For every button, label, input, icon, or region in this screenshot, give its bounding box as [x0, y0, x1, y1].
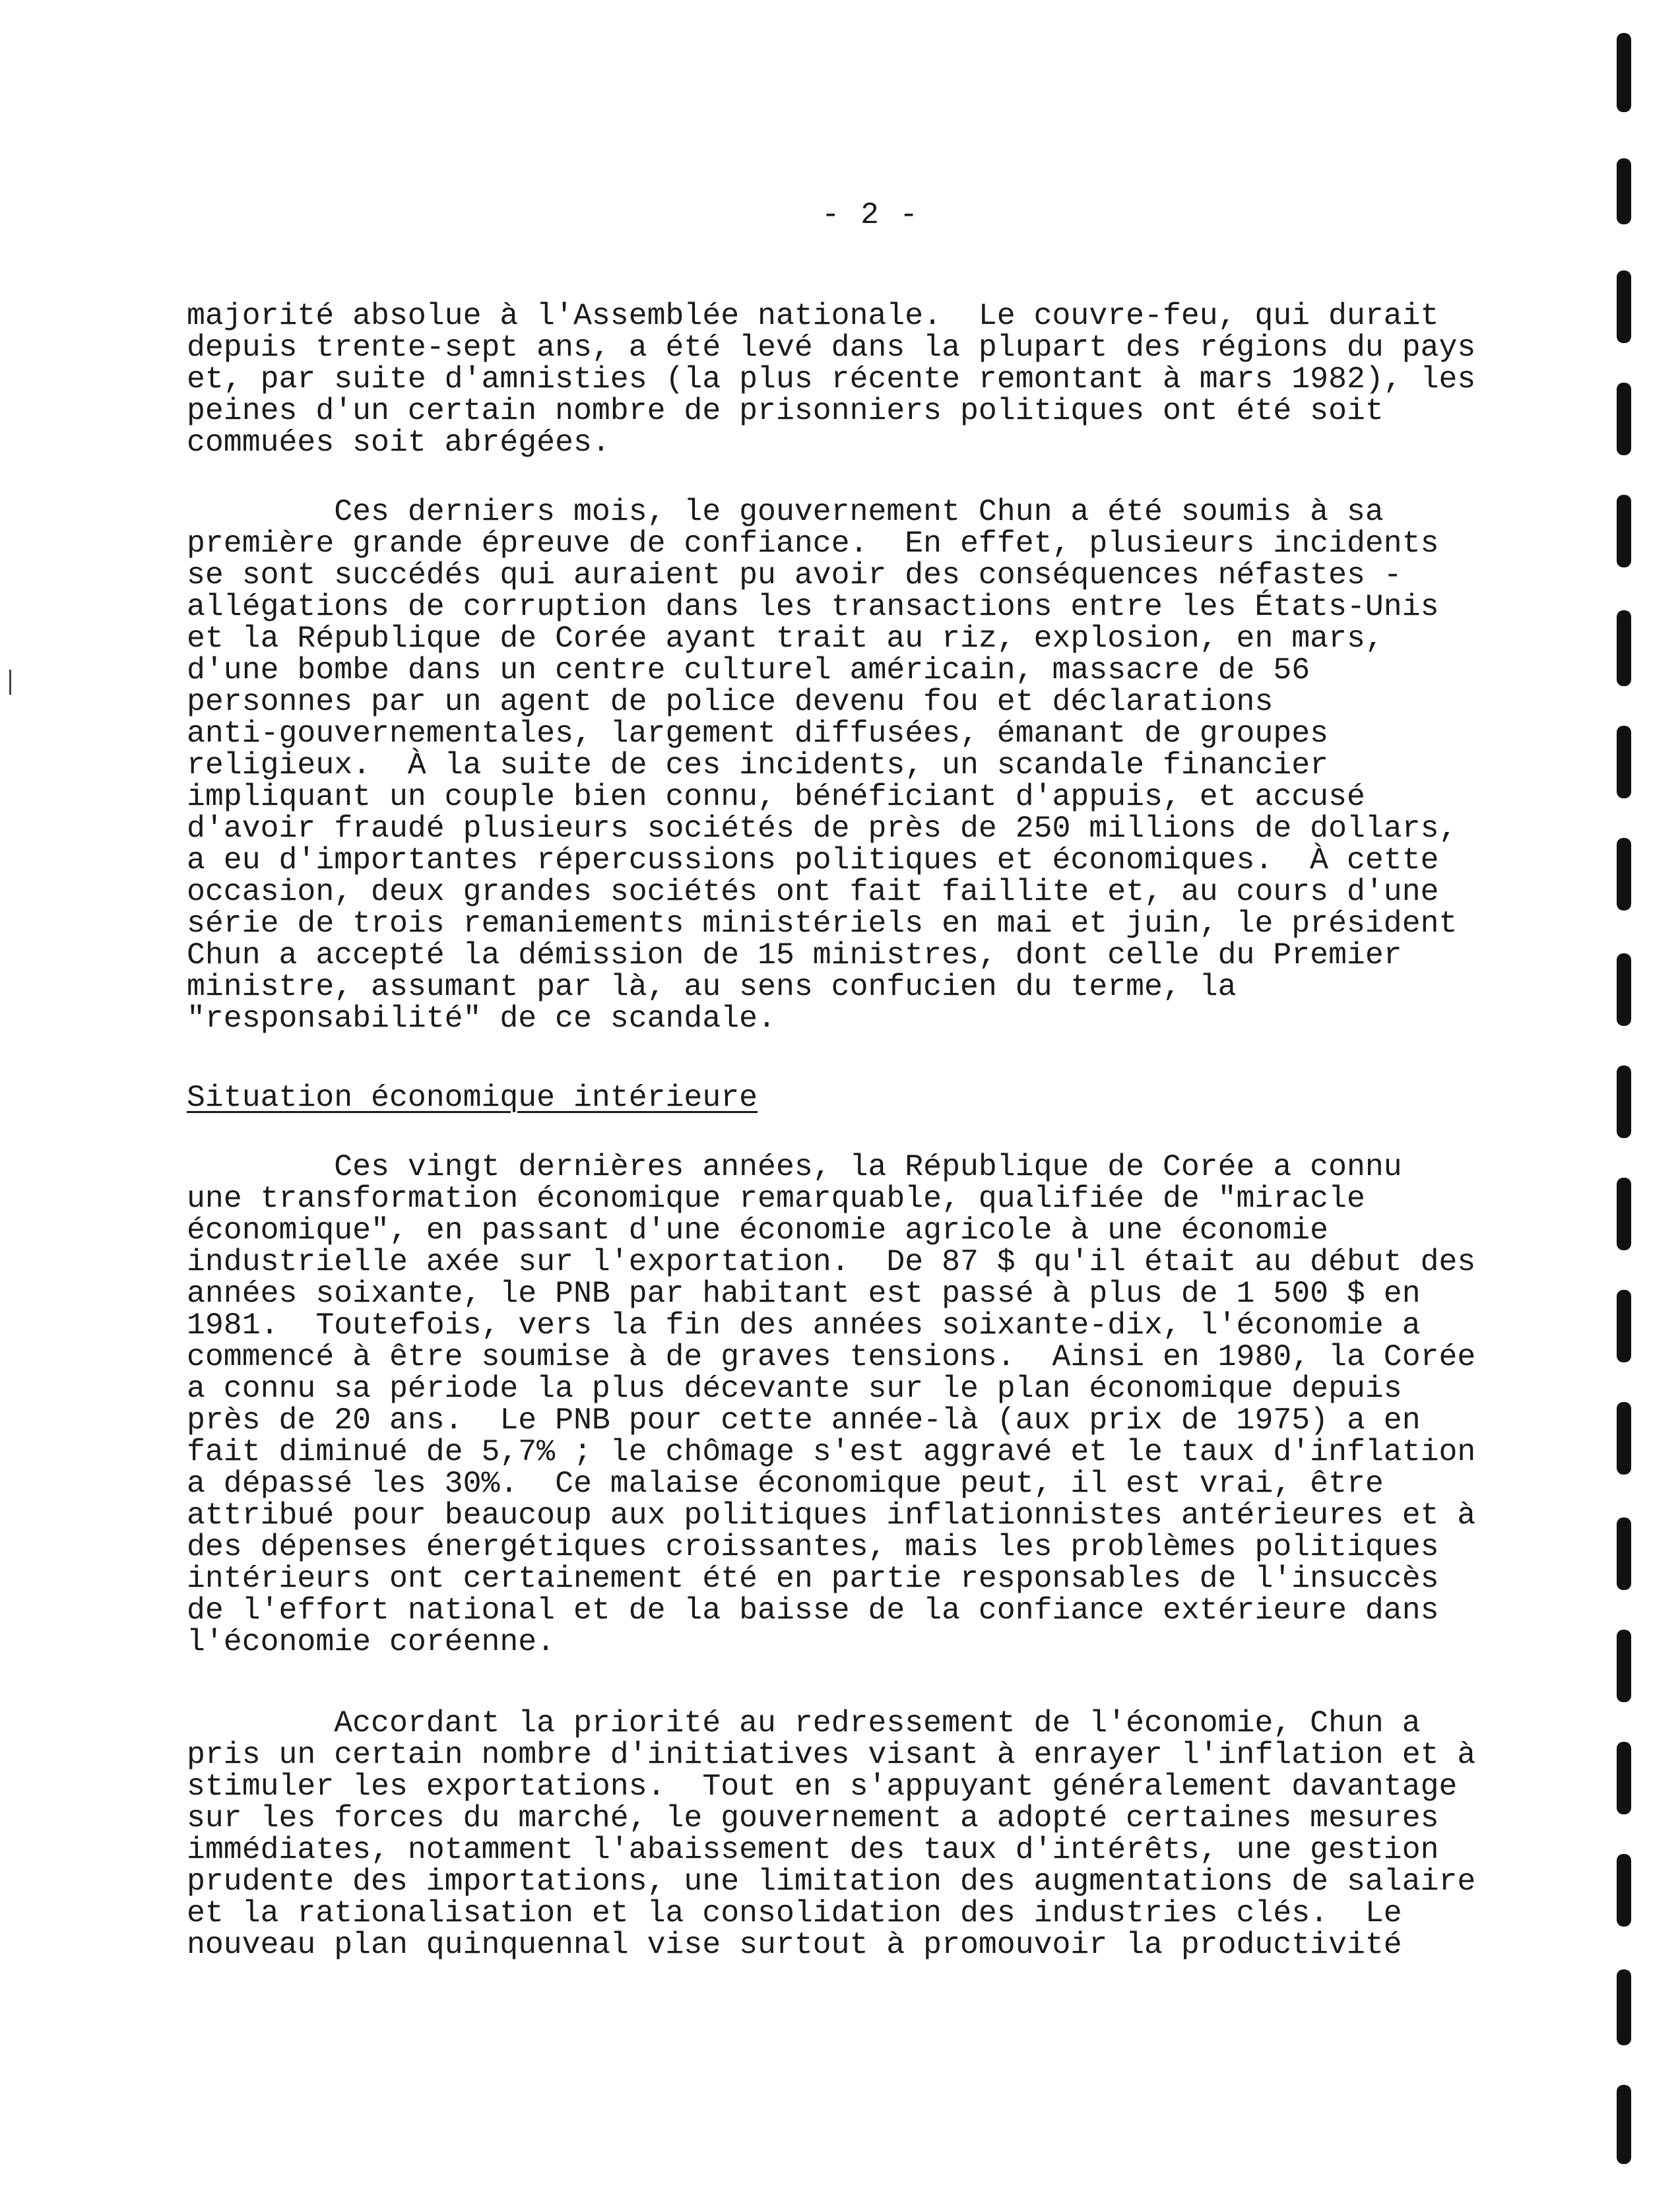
text-line: impliquant un couple bien connu, bénéficiant d'appuis, et accusé [187, 779, 1365, 814]
text-line: ministre, assumant par là, au sens confucien du terme, la [187, 969, 1237, 1004]
text-line: pris un certain nombre d'initiatives visant à enrayer l'inflation et à [187, 1737, 1476, 1772]
paragraph-1 [187, 300, 1559, 459]
section-heading: Situation économique intérieure [187, 1080, 758, 1115]
text-line: Accordant la priorité au redressement de l'économie, Chun a [187, 1705, 1421, 1740]
text-line: Ces derniers mois, le gouvernement Chun a été soumis à sa [187, 494, 1384, 529]
text-line: et la République de Corée ayant trait au riz, explosion, en mars, [187, 621, 1384, 656]
binder-mark [1617, 726, 1631, 798]
text-line: "responsabilité" de ce scandale. [187, 1001, 776, 1036]
text-line: série de trois remaniements ministériels en mai et juin, le président [187, 906, 1458, 941]
binder-mark [1617, 158, 1631, 224]
binder-mark [1617, 610, 1631, 686]
text-line: nouveau plan quinquennal vise surtout à promouvoir la productivité [187, 1927, 1402, 1962]
text-line: 1981. Toutefois, vers la fin des années soixante-dix, l'économie a [187, 1308, 1421, 1343]
text-line: religieux. À la suite de ces incidents, un scandale financier [187, 748, 1329, 782]
binder-mark [1617, 1517, 1631, 1590]
text-line: Chun a accepté la démission de 15 ministres, dont celle du Premier [187, 938, 1402, 972]
binder-mark [1617, 1290, 1631, 1362]
binder-mark [1617, 1854, 1631, 1927]
text-line: des dépenses énergétiques croissantes, mais les problèmes politiques [187, 1529, 1439, 1564]
text-line: attribué pour beaucoup aux politiques inflationnistes antérieures et à [187, 1498, 1476, 1533]
paragraph-2 [187, 496, 1559, 1035]
text-line: de l'effort national et de la baisse de la confiance extérieure dans [187, 1593, 1439, 1628]
text-line: anti-gouvernementales, largement diffusées, émanant de groupes [187, 716, 1329, 751]
text-line: majorité absolue à l'Assemblée nationale. Le couvre-feu, qui durait [187, 298, 1439, 333]
text-line: fait diminué de 5,7% ; le chômage s'est aggravé et le taux d'inflation [187, 1434, 1476, 1469]
text-line: et la rationalisation et la consolidation des industries clés. Le [187, 1896, 1402, 1930]
text-line: se sont succédés qui auraient pu avoir des conséquences néfastes - [187, 558, 1402, 592]
text-line: intérieurs ont certainement été en partie responsables de l'insuccès [187, 1561, 1439, 1596]
page-number: - 2 - [822, 198, 920, 232]
binder-mark [1617, 383, 1631, 455]
text-line: sur les forces du marché, le gouvernement a adopté certaines mesures [187, 1801, 1439, 1835]
text-line: commencé à être soumise à de graves tensions. Ainsi en 1980, la Corée [187, 1339, 1476, 1374]
text-line: Ces vingt dernières années, la République de Corée a connu [187, 1149, 1402, 1184]
binder-mark [1617, 1066, 1631, 1138]
binder-mark [1617, 1402, 1631, 1475]
text-line: personnes par un agent de police devenu fou et déclarations [187, 684, 1274, 719]
text-line: a eu d'importantes répercussions politiques et économiques. À cette [187, 843, 1439, 877]
text-line: économique", en passant d'une économie agricole à une économie [187, 1213, 1329, 1248]
text-line: années soixante, le PNB par habitant est passé à plus de 1 500 $ en [187, 1276, 1421, 1311]
text-line: commuées soit abrégées. [187, 425, 610, 460]
binder-mark [1617, 2085, 1631, 2164]
text-line: d'une bombe dans un centre culturel américain, massacre de 56 [187, 653, 1310, 687]
text-line: et, par suite d'amnisties (la plus récente remontant à mars 1982), les [187, 362, 1476, 397]
text-line: depuis trente-sept ans, a été levé dans la plupart des régions du pays [187, 330, 1476, 365]
binder-mark [1617, 1742, 1631, 1814]
text-line: prudente des importations, une limitation des augmentations de salaire [187, 1864, 1476, 1899]
text-line: d'avoir fraudé plusieurs sociétés de près de 250 millions de dollars, [187, 811, 1458, 846]
paragraph-3 [187, 1151, 1559, 1658]
text-line: une transformation économique remarquable, qualifiée de "miracle [187, 1181, 1365, 1216]
text-line: a dépassé les 30%. Ce malaise économique peut, il est vrai, être [187, 1466, 1384, 1501]
text-line: immédiates, notamment l'abaissement des taux d'intérêts, une gestion [187, 1832, 1439, 1867]
text-line: l'économie coréenne. [187, 1624, 556, 1659]
text-line: peines d'un certain nombre de prisonniers politiques ont été soit [187, 393, 1384, 428]
binder-mark [1617, 1969, 1631, 2045]
text-line: occasion, deux grandes sociétés ont fait faillite et, au cours d'une [187, 874, 1439, 909]
paragraph-4 [187, 1707, 1559, 1961]
text-line: allégations de corruption dans les transactions entre les États-Unis [187, 589, 1439, 624]
binder-mark [1617, 953, 1631, 1026]
text-line: près de 20 ans. Le PNB pour cette année-là (aux prix de 1975) a en [187, 1403, 1421, 1438]
binder-mark [1617, 1630, 1631, 1702]
text-line: industrielle axée sur l'exportation. De 87 $ qu'il était au début des [187, 1244, 1476, 1279]
scan-mark [9, 670, 11, 695]
binder-mark [1617, 838, 1631, 910]
text-line: a connu sa période la plus décevante sur le plan économique depuis [187, 1371, 1402, 1406]
binder-mark [1617, 33, 1631, 112]
text-line: première grande épreuve de confiance. En effet, plusieurs incidents [187, 526, 1439, 561]
binder-mark [1617, 271, 1631, 343]
binder-mark [1617, 495, 1631, 567]
binder-mark [1617, 1178, 1631, 1250]
text-line: stimuler les exportations. Tout en s'appuyant généralement davantage [187, 1769, 1458, 1804]
